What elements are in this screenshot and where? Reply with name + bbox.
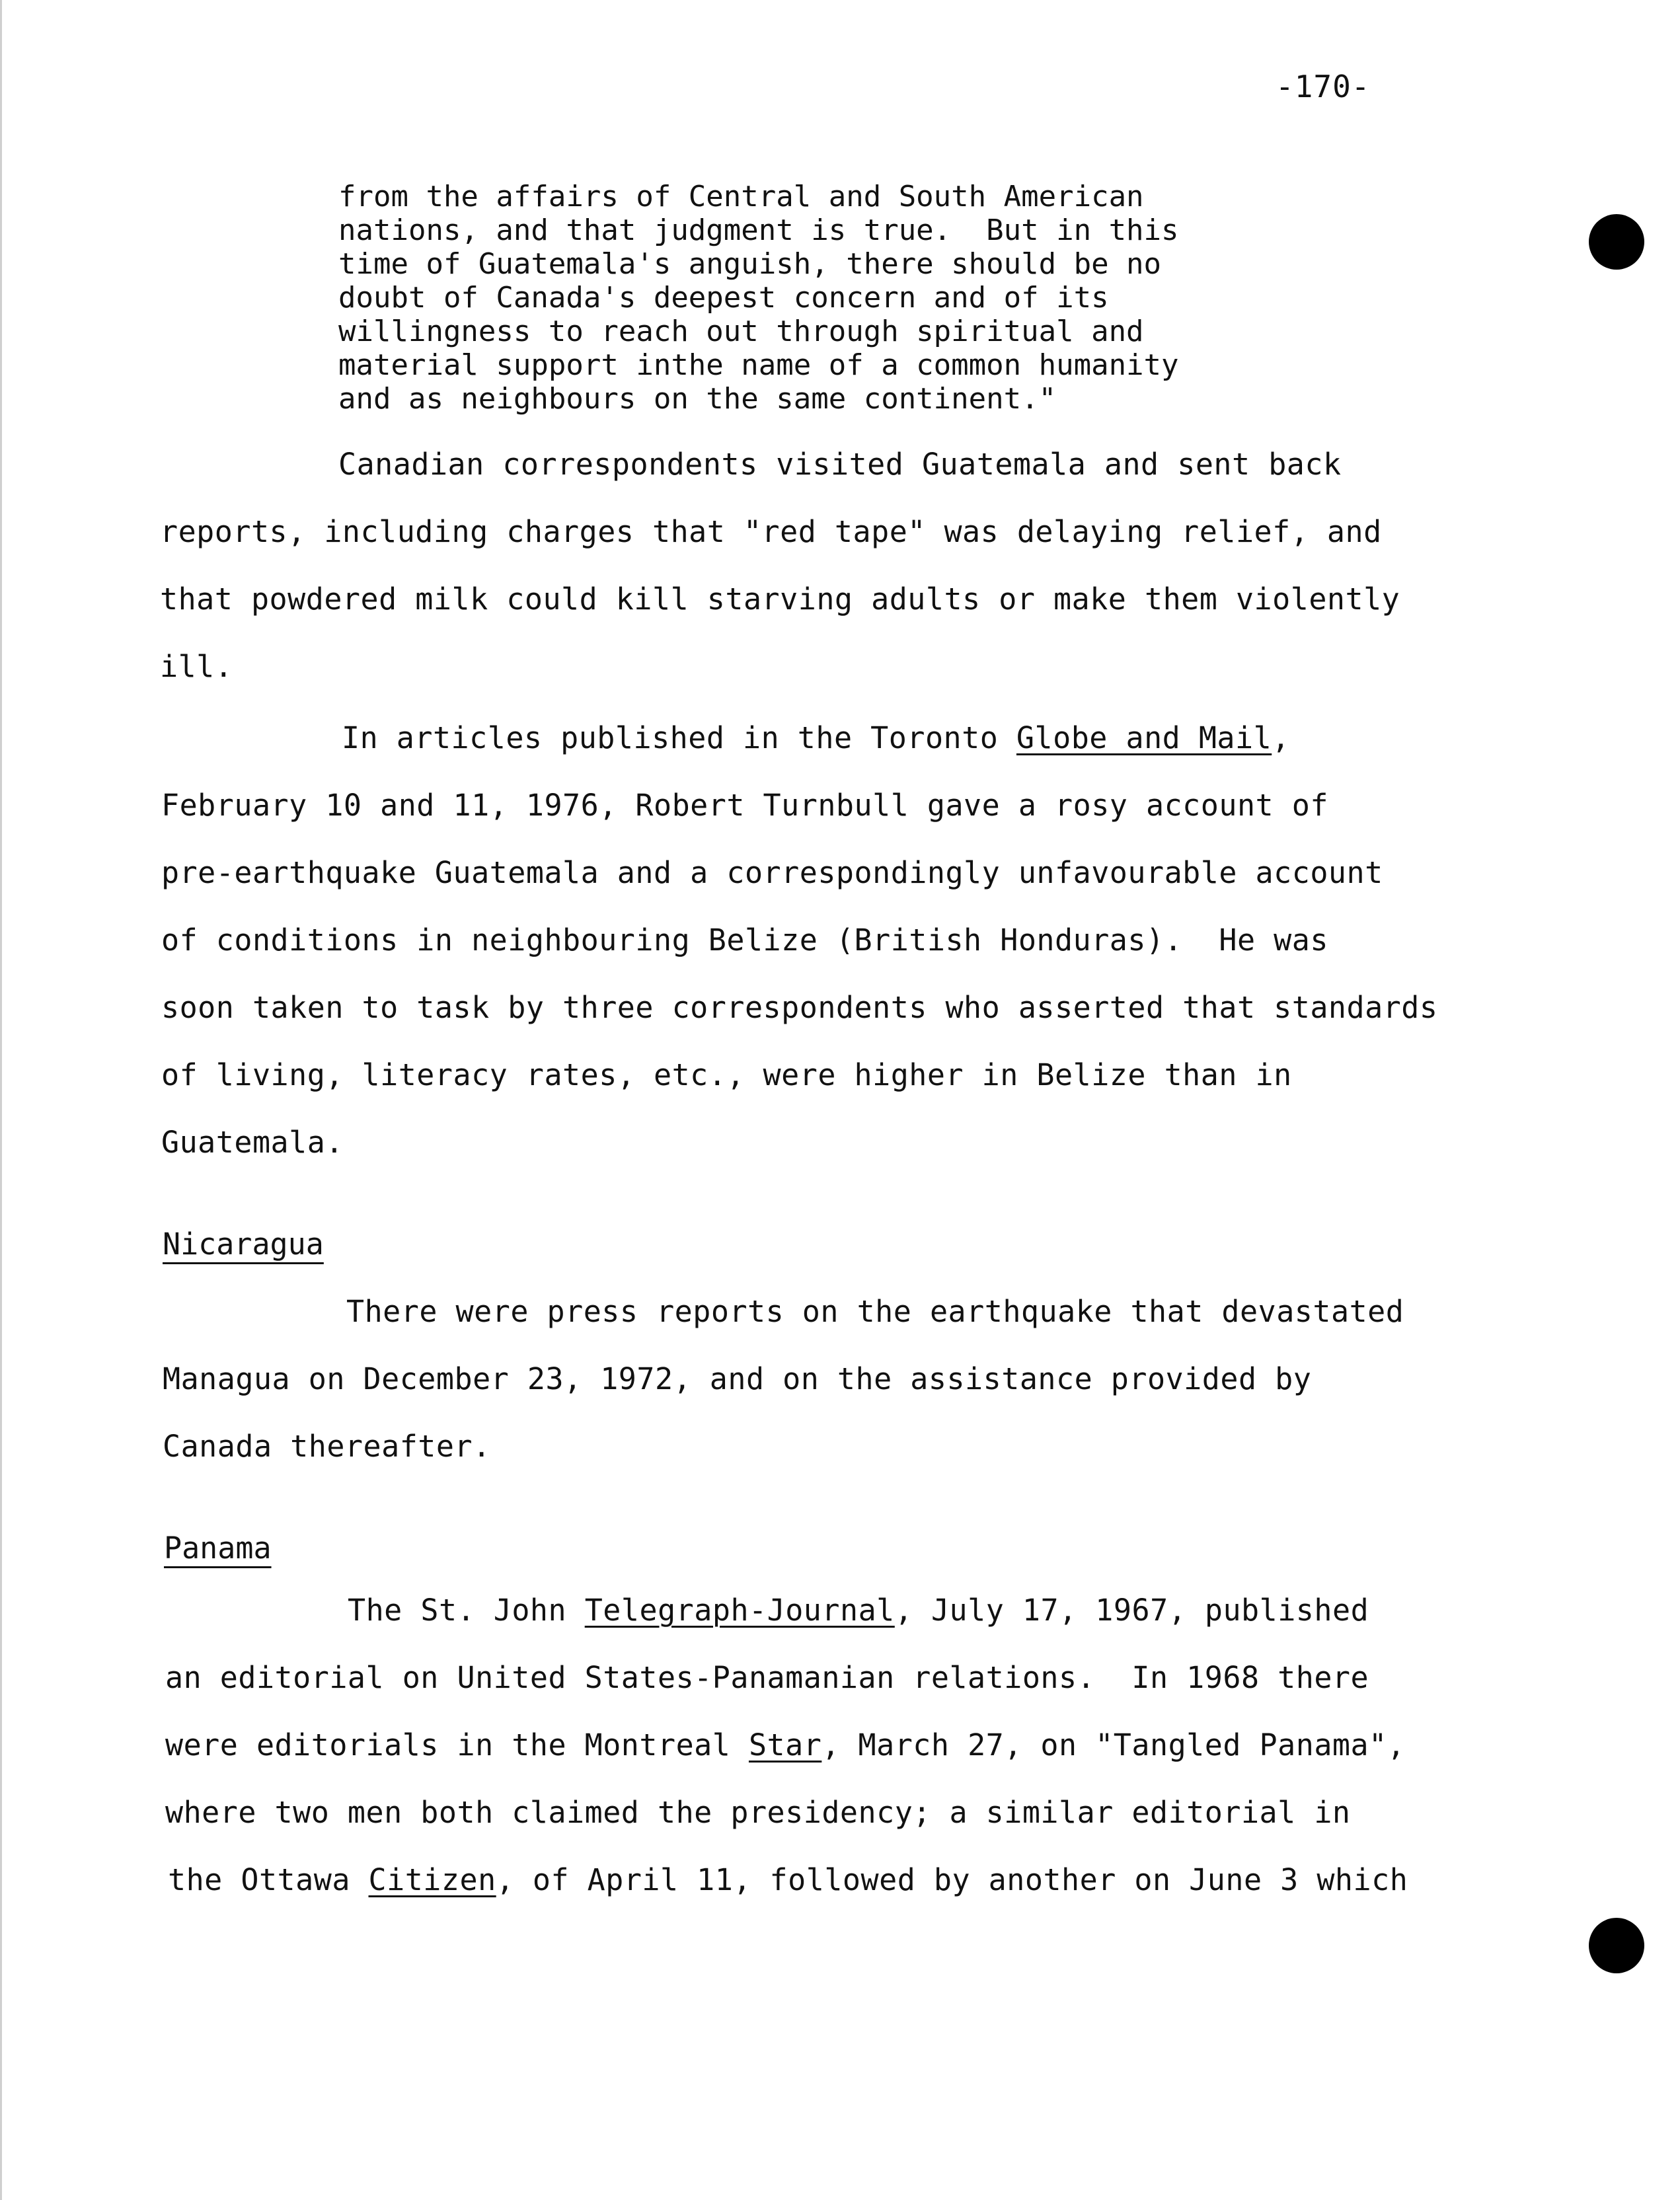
quote-line: from the affairs of Central and South American	[338, 180, 1144, 213]
paragraph-line: of living, literacy rates, etc., were higher in Belize than in	[161, 1057, 1292, 1092]
paragraph-line: Managua on December 23, 1972, and on the assistance provided by	[163, 1361, 1312, 1396]
publication-title: Citizen	[368, 1862, 496, 1897]
paragraph-line: were editorials in the Montreal Star, March 27, on "Tangled Panama",	[165, 1727, 1406, 1763]
paragraph-line: where two men both claimed the presidency; a similar editorial in	[165, 1795, 1351, 1830]
publication-title: Star	[748, 1727, 822, 1763]
paragraph-line: February 10 and 11, 1976, Robert Turnbull gave a rosy account of	[161, 788, 1328, 823]
section-heading-panama: Panama	[164, 1531, 272, 1566]
page-edge	[0, 0, 2, 2200]
paragraph-line: In articles published in the Toronto Globe and Mail,	[342, 720, 1290, 755]
quote-line: nations, and that judgment is true. But in this	[338, 213, 1179, 247]
paragraph-line: pre-earthquake Guatemala and a correspondingly unfavourable account	[161, 855, 1383, 890]
binder-hole	[1589, 1918, 1644, 1973]
paragraph-line: Guatemala.	[161, 1125, 344, 1160]
quote-line: time of Guatemala's anguish, there should be no	[338, 247, 1162, 281]
publication-title: Telegraph-Journal	[584, 1593, 895, 1628]
section-heading-nicaragua: Nicaragua	[163, 1227, 324, 1262]
paragraph-line: The St. John Telegraph-Journal, July 17, 1967, published	[348, 1593, 1369, 1628]
publication-title: Globe and Mail	[1016, 720, 1272, 755]
paragraph-line: There were press reports on the earthquake that devastated	[346, 1294, 1404, 1329]
quote-line: and as neighbours on the same continent."	[338, 382, 1057, 416]
paragraph-line: reports, including charges that "red tape" was delaying relief, and	[160, 514, 1382, 549]
paragraph-line: ill.	[160, 649, 233, 684]
paragraph-line: of conditions in neighbouring Belize (British Honduras). He was	[161, 923, 1328, 958]
paragraph-line: the Ottawa Citizen, of April 11, followed by another on June 3 which	[168, 1862, 1408, 1897]
paragraph-line: Canadian correspondents visited Guatemala and sent back	[338, 447, 1342, 482]
paragraph-line: soon taken to task by three correspondents who asserted that standards	[161, 990, 1438, 1025]
paragraph-line: Canada thereafter.	[163, 1429, 491, 1464]
quote-line: willingness to reach out through spiritual and	[338, 315, 1144, 348]
quote-line: material support inthe name of a common humanity	[338, 348, 1179, 382]
paragraph-line: an editorial on United States-Panamanian relations. In 1968 there	[165, 1660, 1369, 1695]
block-quote	[338, 180, 1198, 416]
paragraph-line: that powdered milk could kill starving adults or make them violently	[160, 582, 1400, 617]
binder-hole	[1589, 214, 1644, 270]
page-number: -170-	[1276, 69, 1371, 104]
quote-line: doubt of Canada's deepest concern and of its	[338, 281, 1109, 315]
